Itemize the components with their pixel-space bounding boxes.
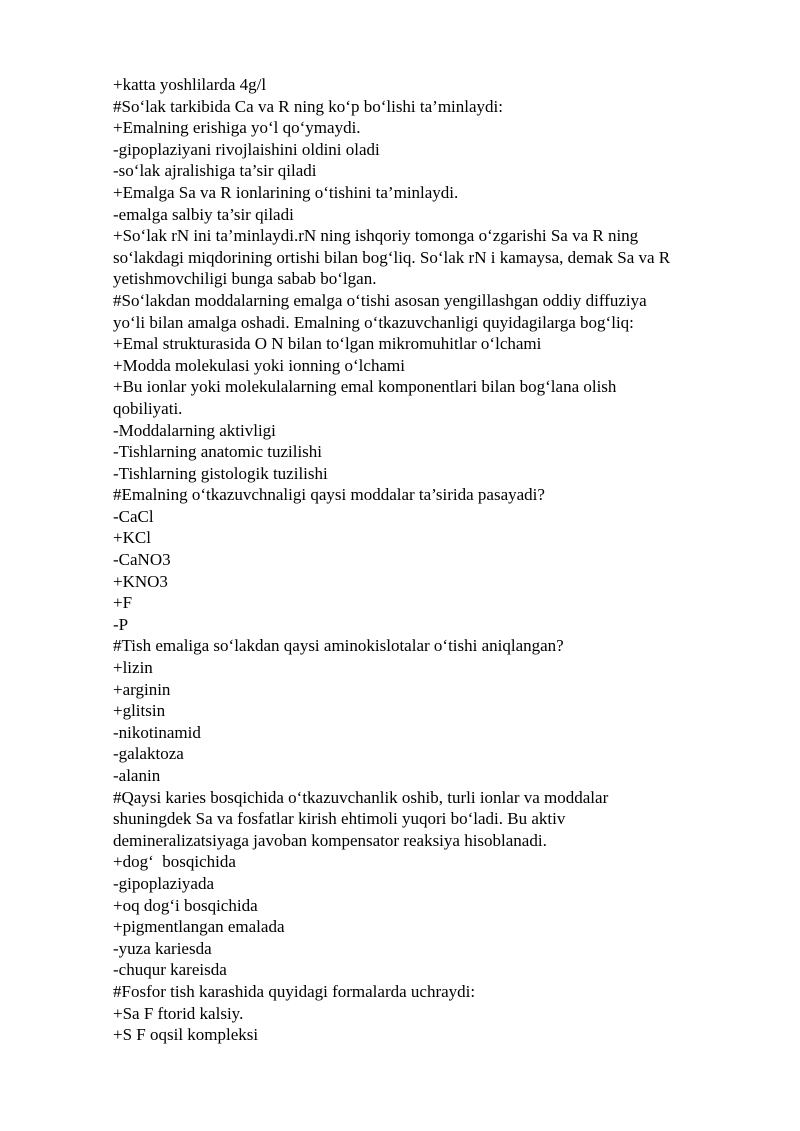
answer-line: -emalga salbiy ta’sir qiladi: [113, 204, 294, 224]
question-line: #So‘lak tarkibida Ca va R ning ko‘p bo‘lishi ta’minlaydi:: [113, 96, 503, 116]
answer-line: +Emalga Sa va R ionlarining o‘tishini ta’minlaydi.: [113, 182, 459, 202]
answer-line: -so‘lak ajralishiga ta’sir qiladi: [113, 161, 317, 181]
answer-line: -gipoplaziyani rivojlaishini oldini oladi: [113, 139, 380, 159]
answer-line: -Moddalarning aktivligi: [113, 420, 276, 440]
answer-line: +F: [113, 593, 133, 613]
question-line: #Fosfor tish karashida quyidagi formalarda uchraydi:: [113, 981, 476, 1001]
answer-line: -P: [113, 614, 129, 634]
answer-line: +pigmentlangan emalada: [113, 917, 285, 937]
question-line: shuningdek Sa va fosfatlar kirish ehtimoli yuqori bo‘ladi. Bu aktiv: [113, 809, 566, 829]
answer-line: -CaNO3: [113, 550, 171, 570]
question-line: #Qaysi karies bosqichida o‘tkazuvchanlik oshib, turli ionlar va moddalar: [113, 787, 609, 807]
answer-line: +KNO3: [113, 571, 168, 591]
answer-line: +Modda molekulasi yoki ionning o‘lchami: [113, 355, 405, 375]
answer-line: +Emalning erishiga yo‘l qo‘ymaydi.: [113, 118, 361, 138]
answer-line: -nikotinamid: [113, 722, 201, 742]
question-line: #So‘lakdan moddalarning emalga o‘tishi asosan yengillashgan oddiy diffuziya: [113, 290, 647, 310]
answer-line: +S F oqsil kompleksi: [113, 1025, 259, 1045]
question-line: yo‘li bilan amalga oshadi. Emalning o‘tkazuvchanligi quyidagilarga bog‘liq:: [113, 312, 634, 332]
answer-line: -gipoplaziyada: [113, 873, 215, 893]
answer-line: -chuqur kareisda: [113, 960, 227, 980]
answer-line: yetishmovchiligi bunga sabab bo‘lgan.: [113, 269, 377, 289]
answer-line: qobiliyati.: [113, 398, 183, 418]
answer-line: +Bu ionlar yoki molekulalarning emal komponentlari bilan bog‘lana olish: [113, 377, 617, 397]
answer-line: +dog‘ bosqichida: [113, 852, 236, 872]
answer-line: +arginin: [113, 679, 171, 699]
answer-line: +Sa F ftorid kalsiy.: [113, 1003, 244, 1023]
answer-line: +So‘lak rN ini ta’minlaydi.rN ning ishqoriy tomonga o‘zgarishi Sa va R ning: [113, 226, 639, 246]
answer-line: so‘lakdagi miqdorining ortishi bilan bog‘liq. So‘lak rN i kamaysa, demak Sa va R: [113, 247, 671, 267]
question-line: #Tish emaliga so‘lakdan qaysi aminokislotalar o‘tishi aniqlangan?: [113, 636, 564, 656]
question-line: demineralizatsiyaga javoban kompensator reaksiya hisoblanadi.: [113, 830, 547, 850]
question-line: #Emalning o‘tkazuvchnaligi qaysi moddalar ta’sirida pasayadi?: [113, 485, 545, 505]
answer-line: -Tishlarning anatomic tuzilishi: [113, 442, 323, 462]
answer-line: +oq dog‘i bosqichida: [113, 895, 258, 915]
answer-line: +lizin: [113, 658, 153, 678]
answer-line: -alanin: [113, 766, 161, 785]
answer-line: -yuza kariesda: [113, 938, 212, 958]
answer-line: +glitsin: [113, 701, 166, 721]
answer-line: +KCl: [113, 528, 151, 548]
answer-line: -CaCl: [113, 506, 154, 526]
document-page: [113, 74, 753, 1046]
answer-line: -Tishlarning gistologik tuzilishi: [113, 463, 328, 483]
answer-line: -galaktoza: [113, 744, 184, 764]
answer-line: +Emal strukturasida O N bilan to‘lgan mikromuhitlar o‘lchami: [113, 334, 542, 354]
text-line: +katta yoshlilarda 4g/l: [113, 75, 267, 94]
